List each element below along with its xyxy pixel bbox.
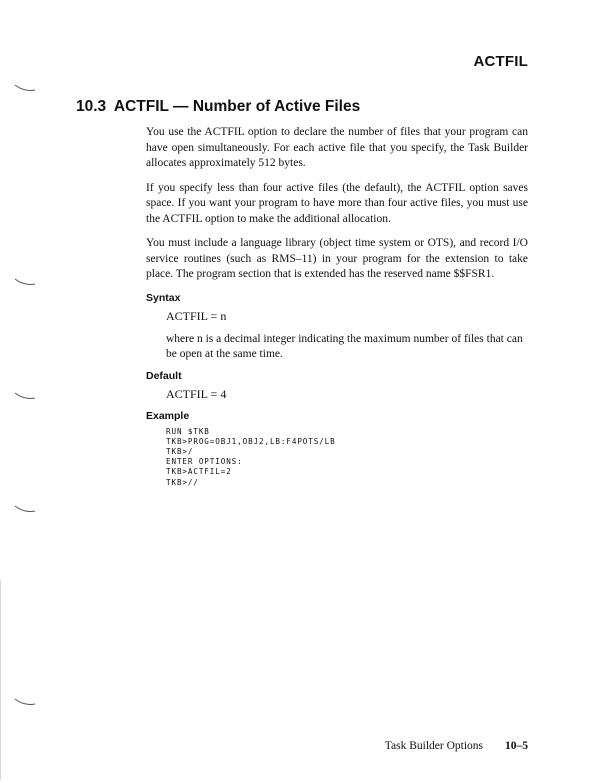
binder-hole-mark bbox=[14, 505, 36, 513]
default-value: ACTFIL = 4 bbox=[166, 386, 227, 401]
binder-hole-mark bbox=[14, 698, 36, 706]
paragraph: You use the ACTFIL option to declare the number of files that your program can have open simultaneously. For each active file that you specify, the Task Builder allocates approximately 512 bytes. bbox=[146, 126, 528, 169]
page-number: 10–5 bbox=[505, 740, 528, 752]
binder-hole-mark bbox=[14, 392, 36, 400]
paragraph: If you specify less than four active files (the default), the ACTFIL option saves space. If you want your program to have more than four active files, you must use the ACTFIL option to make the additional allocation. bbox=[146, 181, 528, 225]
example-code bbox=[166, 427, 528, 488]
running-head: ACTFIL bbox=[473, 53, 528, 70]
code-line: TKB>ACTFIL=2 bbox=[166, 467, 232, 477]
body-text bbox=[146, 125, 528, 488]
paragraph: You must include a language library (object time system or OTS), and record I/O service routines (such as RMS–11) in your program for the extension to take place. The program section that is extended has the reserved name $$FSR1. bbox=[146, 237, 528, 280]
syntax-description: where n is a decimal integer indicating the maximum number of files that can be open at the same time. bbox=[166, 332, 523, 360]
default-heading: Default bbox=[146, 369, 182, 382]
example-heading: Example bbox=[146, 409, 190, 422]
page-edge-line bbox=[0, 580, 1, 780]
syntax-heading: Syntax bbox=[146, 291, 181, 304]
binder-hole-mark bbox=[14, 278, 36, 286]
page-footer bbox=[385, 740, 528, 752]
binder-hole-mark bbox=[14, 84, 36, 92]
code-line: RUN $TKB bbox=[166, 426, 210, 436]
section-number: 10.3 bbox=[76, 98, 107, 115]
code-line: TKB>// bbox=[166, 477, 199, 487]
code-line: TKB>/ bbox=[166, 446, 194, 456]
section-heading bbox=[76, 98, 360, 116]
code-line: ENTER OPTIONS: bbox=[166, 457, 243, 467]
code-line: TKB>PROG=OBJ1,OBJ2,LB:F4POTS/LB bbox=[166, 436, 336, 446]
syntax-form: ACTFIL = n bbox=[166, 308, 227, 323]
footer-chapter: Task Builder Options bbox=[384, 740, 483, 752]
section-title: ACTFIL — Number of Active Files bbox=[113, 98, 361, 115]
